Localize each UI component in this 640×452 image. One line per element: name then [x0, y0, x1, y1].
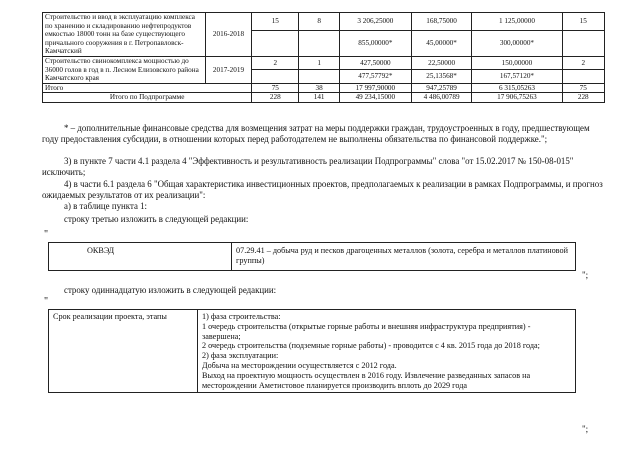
period-line: 2) фаза эксплуатации: [202, 351, 279, 361]
table-cell: 45,00000* [411, 30, 472, 56]
table-row [49, 310, 576, 393]
project-name: Строительство свинокомплекса мощностью до 36000 голов в год в п. Лесном Елизовского района Камчатского края [43, 56, 206, 83]
table-cell: 300,00000* [472, 30, 562, 56]
period-key: Срок реализации проекта, этапы [49, 310, 198, 393]
project-period: 2016-2018 [205, 13, 252, 57]
table-cell [299, 30, 340, 56]
okved-value: 07.29.41 – добыча руд и песков драгоценных металлов (золота, серебра и металлов платиновой группы) [232, 243, 576, 271]
table-cell: 15 [252, 13, 299, 31]
okved-table [48, 242, 576, 271]
table-cell: 15 [562, 13, 605, 31]
table-cell: 4 486,00789 [411, 93, 472, 103]
table-cell: 1 125,00000 [472, 13, 562, 31]
table-cell: 855,00000* [339, 30, 411, 56]
table-cell: 228 [252, 93, 299, 103]
table-cell: 168,75000 [411, 13, 472, 31]
table-cell: 2 [562, 56, 605, 69]
table-cell: 228 [562, 93, 605, 103]
table-cell: 6 315,05263 [472, 83, 562, 93]
okved-key: ОКВЭД [49, 243, 232, 271]
table-cell: 49 234,15000 [339, 93, 411, 103]
table-cell [562, 70, 605, 83]
table-cell: 1 [299, 56, 340, 69]
period-line: 2 очередь строительства (подземные горные работы) - проводится с 4 кв. 2015 года до 2018 года; [202, 341, 540, 351]
row-3-intro: строку третью изложить в следующей редакции: [64, 214, 249, 224]
table-cell: 477,57792* [339, 70, 411, 83]
table-row [43, 13, 605, 31]
table-cell: 3 206,25000 [339, 13, 411, 31]
period-line: 1) фаза строительства: [202, 312, 281, 321]
table-cell: 947,25789 [411, 83, 472, 93]
footnote-paragraph: * – дополнительные финансовые средства для возмещения затрат на меры поддержки граждан, трудоустроенных в году, предшествующем году предоставления субсидии, в отношении которых перед работодателем не выполнены обязательства по финансовой поддержке."; [42, 123, 590, 144]
table-row [43, 56, 605, 69]
table-cell: 75 [252, 83, 299, 93]
table-cell: 2 [252, 56, 299, 69]
table-cell: 167,57120* [472, 70, 562, 83]
period-line: Добыча на месторождении осуществляется с 2012 года. [202, 360, 397, 370]
table-cell: 17 906,75263 [472, 93, 562, 103]
table-cell: 8 [299, 13, 340, 31]
project-period: 2017-2019 [205, 56, 252, 83]
open-quote-mark: " [44, 229, 49, 240]
period-value [198, 310, 576, 393]
total-label: Итого [43, 83, 252, 93]
period-line: Выход на проектную мощность осуществлен в 2016 году. Извлечение разведанных запасов на месторождении Аметистовое планируется производить вплоть до 2029 года [202, 370, 531, 390]
table-cell: 38 [299, 83, 340, 93]
table-cell: 427,50000 [339, 56, 411, 69]
item-3-paragraph: 3) в пункте 7 части 4.1 раздела 4 "Эффективность и результативность реализации Подпрограммы" слова "от 15.02.2017 № 150-08-015" исключить; [42, 156, 574, 177]
close-quote-mark: "; [582, 270, 589, 280]
row-11-intro: строку одиннадцатую изложить в следующей редакции: [64, 285, 277, 295]
item-a-paragraph: а) в таблице пункта 1: [64, 201, 148, 211]
open-quote-mark: " [44, 296, 49, 307]
item-4-paragraph: 4) в части 6.1 раздела 6 "Общая характеристика инвестиционных проектов, предполагаемых к реализации в рамках Подпрограммы, и прогноз ожидаемых результатов от их реализации": [42, 179, 603, 200]
period-line: 1 очередь строительства (открытые горные работы и внешняя инфраструктура предприятия) - завершена; [202, 321, 531, 341]
project-period-table [48, 309, 576, 393]
total-row [43, 83, 605, 93]
table-cell: 25,13568* [411, 70, 472, 83]
grand-total-label: Итого по Подпрограмме [43, 93, 252, 103]
table-cell: 150,00000 [472, 56, 562, 69]
table-row [49, 243, 576, 271]
projects-table [42, 12, 605, 103]
table-cell [299, 70, 340, 83]
table-cell [252, 70, 299, 83]
table-cell: 22,50000 [411, 56, 472, 69]
table-cell: 75 [562, 83, 605, 93]
close-quote-mark: "; [582, 424, 589, 434]
table-cell [562, 30, 605, 56]
table-cell: 141 [299, 93, 340, 103]
table-cell: 17 997,90000 [339, 83, 411, 93]
project-name: Строительство и ввод в эксплуатацию комплекса по хранению и складированию нефтепродуктов емкостью 18000 тонн на базе существующего причального сооружения в г. Петропавловск-Камчатский [43, 13, 206, 57]
grand-total-row [43, 93, 605, 103]
table-cell [252, 30, 299, 56]
